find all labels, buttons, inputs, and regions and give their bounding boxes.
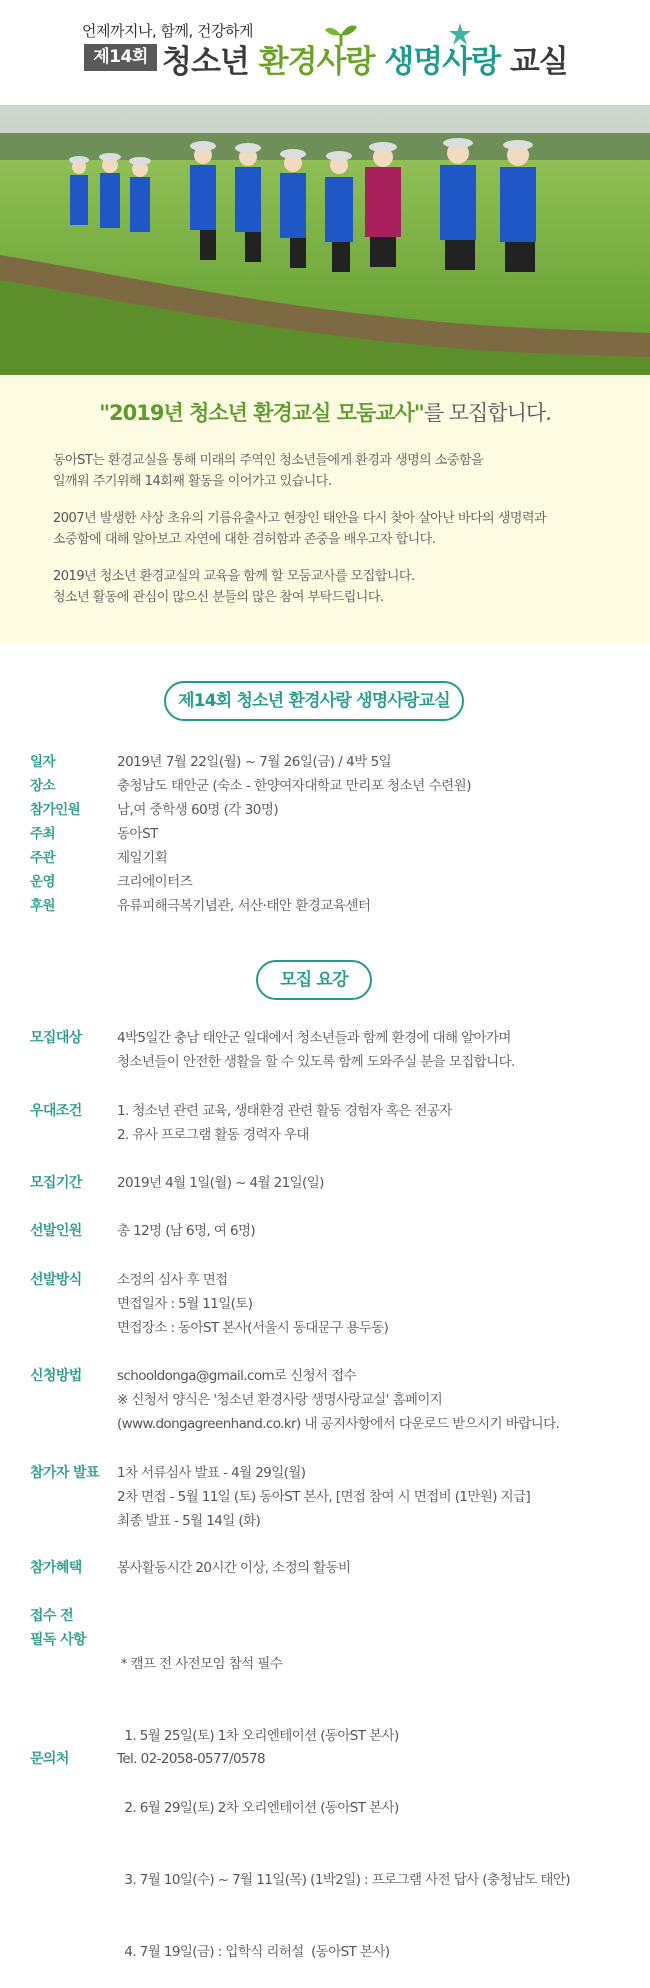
program-heading: 제14회 청소년 환경사랑 생명사랑교실 (164, 681, 464, 721)
info-label: 일자 (30, 754, 56, 770)
info-label: 주관 (30, 850, 56, 866)
title-environment: 환경사랑 (258, 44, 375, 80)
section-value-application (117, 1364, 559, 1436)
title-prefix: 청소년 (162, 44, 249, 80)
section-value-preference (117, 1099, 452, 1147)
section-label-selection (30, 1268, 82, 1292)
section-label-announcement (30, 1461, 99, 1485)
section-line: 면접장소 : 동아ST 본사(서울시 동대문구 용두동) (117, 1320, 389, 1336)
section-label-prerequisites (30, 1604, 86, 1652)
section-line: * 캠프 전 사전모임 참석 필수 (117, 1656, 283, 1672)
section-line: 봉사활동시간 20시간 이상, 소정의 활동비 (117, 1560, 351, 1576)
section-label-line: 신청방법 (30, 1368, 82, 1384)
recruit-heading: 모집 요강 (256, 960, 372, 1000)
header-tagline: 언제까지나, 함께, 건강하게 (82, 22, 253, 40)
section-value-period (117, 1171, 324, 1195)
section-line: 2차 면접 - 5월 11일 (토) 동아ST 본사, [면접 참여 시 면접비 (1만원) 지급] (117, 1489, 531, 1505)
section-line: 2. 6월 29일(토) 2차 오리엔테이션 (동아ST 본사) (117, 1800, 399, 1816)
title-life: 생명사랑 (384, 44, 501, 80)
intro-line: 2019년 청소년 환경교실의 교육을 함께 할 모둠교사를 모집합니다. (53, 569, 415, 584)
section-label-headcount (30, 1219, 82, 1243)
section-line: 청소년들이 안전한 생활을 할 수 있도록 함께 도와주실 분을 모집합니다. (117, 1054, 515, 1070)
section-value-headcount (117, 1219, 255, 1243)
section-line: 2. 유사 프로그램 활동 경력자 우대 (117, 1127, 309, 1143)
section-label-contact (30, 1747, 69, 1771)
section-value-benefits (117, 1556, 351, 1580)
sprout-icon (324, 24, 358, 46)
title-suffix: 교실 (509, 44, 568, 80)
section-line: 4박5일간 충남 태안군 일대에서 청소년들과 함께 환경에 대해 알아가며 (117, 1030, 511, 1046)
intro-paragraph-1 (53, 450, 613, 492)
section-line: 2019년 4월 1일(월) ~ 4월 21일(일) (117, 1175, 324, 1191)
section-line: ※ 신청서 양식은 '청소년 환경사랑 생명사랑교실' 홈페이지 (117, 1392, 443, 1408)
section-value-target (117, 1026, 515, 1074)
info-label: 주최 (30, 826, 56, 842)
intro-paragraph-2 (53, 508, 613, 550)
info-value: 제일기획 (117, 850, 168, 866)
intro-paragraph-3 (53, 566, 613, 608)
section-line: 총 12명 (남 6명, 여 6명) (117, 1223, 256, 1239)
section-line: 3. 7월 10일(수) ~ 7월 11일(목) (1박2일) : 프로그램 사전 답사 (충청남도 태안) (117, 1872, 570, 1888)
edition-badge: 제14회 (84, 44, 157, 71)
section-label-benefits (30, 1556, 82, 1580)
section-label-line: 접수 전 (30, 1608, 74, 1624)
section-label-line: 필독 사항 (30, 1632, 86, 1648)
intro-line: 청소년 활동에 관심이 많으신 분들의 많은 참여 부탁드립니다. (53, 590, 384, 605)
info-value: 크리에이터즈 (117, 874, 193, 890)
intro-section (0, 375, 650, 643)
section-line: (www.dongagreenhand.co.kr) 내 공지사항에서 다운로드 받으시기 바랍니다. (117, 1416, 560, 1432)
info-value: 남,여 중학생 60명 (각 30명) (117, 802, 279, 818)
section-line: 4. 7월 19일(금) : 입학식 리허설 (동아ST 본사) (117, 1944, 390, 1960)
section-value-contact (117, 1747, 265, 1771)
section-label-line: 참가혜택 (30, 1560, 82, 1576)
info-label: 후원 (30, 898, 56, 914)
section-line: 면접일자 : 5월 11일(토) (117, 1296, 253, 1312)
program-title (162, 36, 568, 86)
section-label-period (30, 1171, 82, 1195)
section-value-prerequisites (117, 1604, 570, 1988)
section-value-announcement (117, 1461, 530, 1533)
info-label: 운영 (30, 874, 56, 890)
intro-headline-quoted: "2019년 청소년 환경교실 모둠교사" (99, 401, 424, 425)
section-label-line: 문의처 (30, 1751, 69, 1767)
section-label-line: 모집대상 (30, 1030, 82, 1046)
section-line: 소정의 심사 후 면접 (117, 1272, 228, 1288)
section-line: 1. 5월 25일(토) 1차 오리엔테이션 (동아ST 본사) (117, 1728, 399, 1744)
info-label: 참가인원 (30, 802, 81, 818)
section-label-line: 참가자 발표 (30, 1465, 99, 1481)
section-label-line: 선발방식 (30, 1272, 82, 1288)
section-label-line: 선발인원 (30, 1223, 82, 1239)
section-label-target (30, 1026, 82, 1050)
section-label-line: 우대조건 (30, 1103, 82, 1119)
section-line: 최종 발표 - 5월 14일 (화) (117, 1513, 261, 1529)
intro-line: 소중함에 대해 알아보고 자연에 대한 겸허함과 존중을 배우고자 합니다. (53, 532, 436, 547)
section-value-selection (117, 1268, 388, 1340)
intro-headline (0, 397, 650, 427)
page-header (0, 0, 650, 105)
info-value: 2019년 7월 22일(월) ~ 7월 26일(금) / 4박 5일 (117, 754, 392, 770)
section-label-preference (30, 1099, 82, 1123)
hero-photo (0, 105, 650, 375)
section-line: 1차 서류심사 발표 - 4월 29일(월) (117, 1465, 306, 1481)
intro-line: 동아ST는 환경교실을 통해 미래의 주역인 청소년들에게 환경과 생명의 소중함을 (53, 453, 484, 468)
info-value: 동아ST (117, 826, 158, 842)
section-label-line: 모집기간 (30, 1175, 82, 1191)
section-line: 1. 청소년 관련 교육, 생태환경 관련 활동 경험자 혹은 전공자 (117, 1103, 452, 1119)
contact-phone: Tel. 02-2058-0577/0578 (117, 1751, 265, 1767)
intro-headline-rest: 를 모집합니다. (423, 401, 551, 425)
info-value: 충청남도 태안군 (숙소 - 한양여자대학교 만리포 청소년 수련원) (117, 778, 471, 794)
section-label-application (30, 1364, 82, 1388)
info-label: 장소 (30, 778, 56, 794)
intro-line: 일깨워 주기위해 14회째 활동을 이어가고 있습니다. (53, 474, 332, 489)
info-value: 유류피해극복기념관, 서산·태안 환경교육센터 (117, 898, 371, 914)
intro-line: 2007년 발생한 사상 초유의 기름유출사고 현장인 태안을 다시 찾아 살아난 바다의 생명력과 (53, 511, 547, 526)
section-line: schooldonga@gmail.com로 신청서 접수 (117, 1368, 357, 1384)
star-flower-icon (448, 22, 472, 46)
